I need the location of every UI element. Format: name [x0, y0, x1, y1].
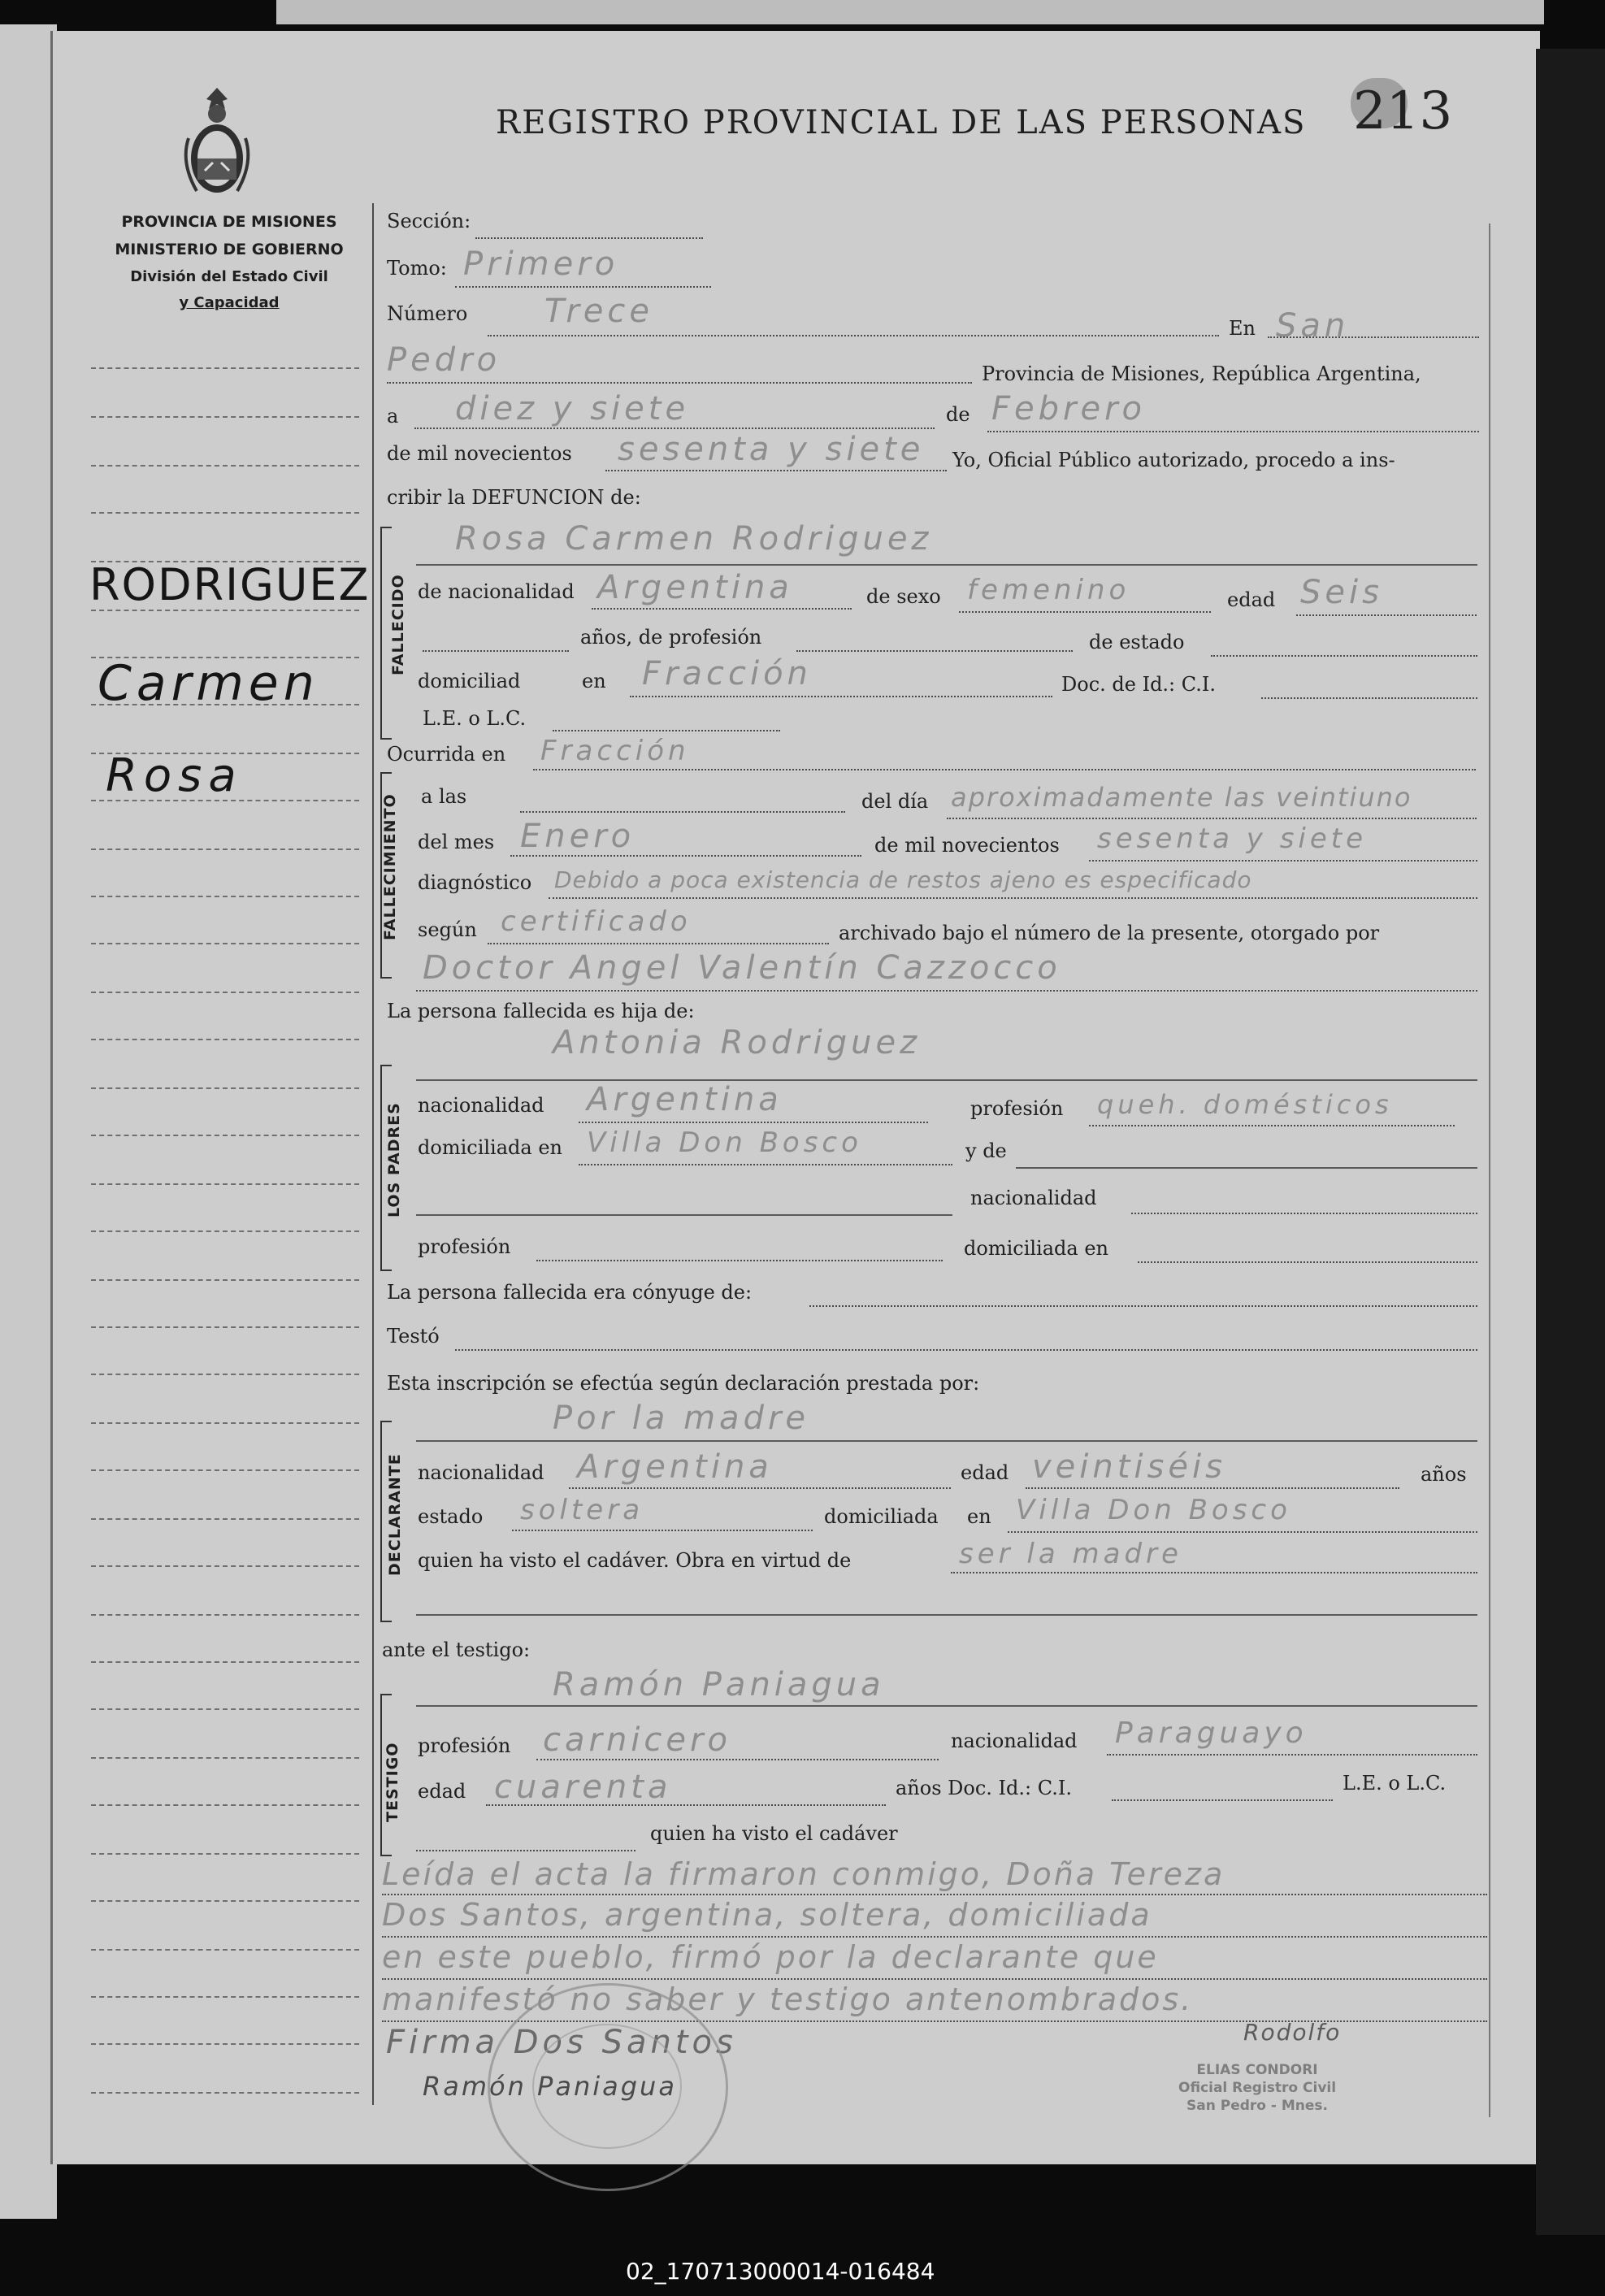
value-fallecido-edad: Seis: [1300, 574, 1383, 611]
label-archivado: archivado bajo el número de la presente, otorgado por: [839, 922, 1380, 944]
value-fallecido-sexo: femenino: [967, 574, 1130, 606]
field-line: [416, 1705, 1477, 1707]
field-line: [1211, 655, 1477, 657]
field-line: [488, 943, 829, 944]
field-line: [510, 855, 861, 857]
margin-line: [91, 465, 359, 467]
label-de: de: [946, 403, 970, 426]
label-de-estado: de estado: [1089, 631, 1185, 653]
binding-line: [50, 31, 53, 2164]
label-de-nacionalidad: de nacionalidad: [418, 580, 575, 603]
field-line: [416, 1214, 952, 1216]
field-line: [1107, 1754, 1477, 1756]
field-line: [416, 990, 1477, 992]
field-line: [1131, 1213, 1477, 1214]
margin-line: [91, 1279, 359, 1281]
label-nacionalidad-declarante: nacionalidad: [418, 1461, 544, 1484]
margin-line: [91, 1374, 359, 1375]
label-yo-oficial: Yo, Oficial Público autorizado, procedo a ins-: [952, 449, 1395, 471]
label-inscripcion: Esta inscripción se efectúa según declaración prestada por:: [387, 1372, 980, 1395]
value-testigo-profesion: carnicero: [543, 1721, 731, 1759]
field-line: [533, 769, 1476, 770]
label-edad: edad: [1227, 588, 1276, 611]
field-line: [1016, 1167, 1477, 1169]
field-line: [951, 1572, 1477, 1573]
value-anio: sesenta y siete: [618, 431, 925, 468]
value-testigo-edad: cuarenta: [494, 1769, 672, 1806]
value-tomo: Primero: [463, 245, 619, 283]
label-de-sexo: de sexo: [866, 585, 941, 608]
institution-line-4: y Capacidad: [179, 294, 280, 311]
margin-line: [91, 2043, 359, 2045]
label-del-mes: del mes: [418, 831, 495, 853]
margin-line: [91, 367, 359, 369]
section-label-fallecimiento: FALLECIMIENTO: [381, 793, 399, 940]
label-domiciliad: domiciliad: [418, 670, 521, 692]
label-provincia: Provincia de Misiones, República Argentina,: [982, 362, 1421, 385]
field-line: [414, 428, 935, 429]
label-profesion-padre: profesión: [418, 1235, 511, 1258]
margin-line: [91, 1469, 359, 1471]
field-line: [1089, 1125, 1455, 1126]
value-madre: Antonia Rodriguez: [553, 1024, 922, 1061]
field-line: [987, 431, 1479, 432]
field-line: [605, 470, 947, 471]
value-fallecido-domicilio: Fracción: [642, 655, 812, 692]
section-label-testigo: TESTIGO: [384, 1742, 401, 1822]
label-ocurrida-en: Ocurrida en: [387, 743, 506, 766]
value-declarante-nombre: Por la madre: [553, 1400, 810, 1437]
field-line: [630, 696, 1052, 697]
folio-number: 213: [1353, 81, 1453, 141]
institution-line-3: División del Estado Civil: [130, 268, 328, 285]
value-declarante-obra: ser la madre: [959, 1538, 1182, 1570]
label-en-declarante: en: [967, 1505, 991, 1528]
value-en-2: Pedro: [387, 341, 501, 379]
field-line: [382, 1936, 1487, 1938]
label-segun: según: [418, 918, 477, 941]
value-madre-nacionalidad: Argentina: [587, 1081, 783, 1118]
background-top-strip: [276, 0, 1544, 24]
signature-paniagua: Ramón Paniagua: [423, 2071, 677, 2102]
margin-line: [91, 1087, 359, 1089]
field-line: [486, 1804, 886, 1806]
field-line: [520, 811, 845, 813]
margin-line: [91, 1804, 359, 1806]
margin-line: [91, 1183, 359, 1185]
label-domiciliada: domiciliada: [824, 1505, 939, 1528]
field-line: [1261, 697, 1477, 699]
field-line: [809, 1305, 1477, 1307]
margin-line: [91, 1614, 359, 1616]
field-line: [475, 237, 703, 239]
label-de-mil-novecientos: de mil novecientos: [387, 442, 572, 465]
margin-line: [91, 2092, 359, 2094]
value-numero: Trece: [544, 293, 653, 330]
label-a-las: a las: [421, 785, 467, 808]
margin-line: [91, 1135, 359, 1136]
signature-dos-santos: Firma Dos Santos: [386, 2024, 737, 2061]
field-line: [959, 611, 1211, 613]
field-line: [796, 650, 1073, 652]
margin-line: [91, 416, 359, 418]
label-nacionalidad-padre: nacionalidad: [970, 1187, 1097, 1209]
label-testo: Testó: [387, 1325, 440, 1348]
field-line: [455, 1349, 1477, 1351]
value-anio-fallecimiento: sesenta y siete: [1097, 822, 1368, 855]
label-a: a: [387, 405, 399, 428]
field-line: [579, 1164, 952, 1165]
value-fallecido-nombre: Rosa Carmen Rodriguez: [455, 520, 933, 558]
margin-line: [91, 1949, 359, 1951]
label-numero: Número: [387, 302, 468, 325]
label-nacionalidad-madre: nacionalidad: [418, 1094, 544, 1117]
value-testigo-nacionalidad: Paraguayo: [1115, 1717, 1308, 1750]
margin-line: [91, 1661, 359, 1663]
field-line: [592, 608, 852, 610]
margin-line: [91, 1518, 359, 1520]
value-diagnostico: Debido a poca existencia de restos ajeno es especificado: [554, 866, 1252, 893]
section-label-fallecido: FALLECIDO: [389, 574, 407, 675]
margin-line: [91, 849, 359, 850]
official-seal-inner: [532, 2024, 682, 2149]
label-le-o-lc: L.E. o L.C.: [423, 707, 527, 730]
field-line: [1268, 336, 1479, 338]
field-line: [536, 1260, 943, 1261]
field-line: [416, 1079, 1477, 1081]
note-line-1: Leída el acta la firmaron conmigo, Doña Tereza: [382, 1856, 1225, 1892]
field-line: [1112, 1799, 1333, 1801]
value-mes: Febrero: [991, 390, 1146, 428]
label-ante-testigo: ante el testigo:: [382, 1638, 531, 1661]
label-seccion: Sección:: [387, 210, 471, 232]
value-declarante-edad: veintiséis: [1032, 1448, 1226, 1486]
field-line: [579, 1122, 928, 1123]
institution-line-1: PROVINCIA DE MISIONES: [121, 213, 337, 231]
field-line: [416, 1440, 1477, 1442]
margin-line: [91, 896, 359, 897]
label-en-lower: en: [582, 670, 606, 692]
label-del-dia: del día: [861, 790, 929, 813]
field-line: [512, 1530, 813, 1531]
field-line: [416, 1850, 635, 1851]
label-hija-de: La persona fallecida es hija de:: [387, 1000, 695, 1022]
section-label-declarante: DECLARANTE: [386, 1453, 404, 1576]
margin-surname: RODRIGUEZ: [89, 559, 371, 610]
margin-line: [91, 1230, 359, 1232]
field-line: [569, 1487, 951, 1489]
field-line: [455, 286, 711, 288]
label-tomo: Tomo:: [387, 257, 447, 280]
label-anos: años: [1421, 1463, 1467, 1486]
label-quien-cadaver: quien ha visto el cadáver: [650, 1822, 898, 1845]
margin-line: [91, 1039, 359, 1040]
margin-line: [91, 1708, 359, 1710]
label-quien-cadaver-obra: quien ha visto el cadáver. Obra en virtud de: [418, 1549, 852, 1572]
margin-line: [91, 1996, 359, 1998]
field-line: [382, 1978, 1487, 1980]
field-line: [423, 650, 569, 652]
margin-given-name-2: Rosa: [106, 749, 243, 802]
institution-line-2: MINISTERIO DE GOBIERNO: [115, 241, 344, 258]
value-medico: Doctor Angel Valentín Cazzocco: [423, 949, 1061, 987]
value-del-dia: aproximadamente las veintiuno: [951, 782, 1412, 813]
field-line: [488, 335, 1219, 336]
field-line: [1008, 1531, 1477, 1533]
value-declarante-domicilio: Villa Don Bosco: [1016, 1494, 1291, 1526]
field-line: [1026, 1487, 1399, 1489]
note-line-4: manifestó no saber y testigo antenombrados.: [382, 1981, 1194, 2017]
margin-line: [91, 992, 359, 993]
field-line: [1089, 860, 1477, 862]
value-madre-profesion: queh. domésticos: [1097, 1089, 1393, 1120]
label-nacionalidad-testigo: nacionalidad: [951, 1730, 1078, 1752]
field-line: [1138, 1261, 1477, 1263]
field-line: [382, 1894, 1487, 1895]
image-caption: 02_170713000014-016484: [626, 2258, 935, 2285]
label-estado: estado: [418, 1505, 484, 1528]
label-cribir: cribir la DEFUNCION de:: [387, 486, 641, 509]
value-ocurrida: Fracción: [540, 735, 690, 767]
field-line: [947, 818, 1477, 819]
label-profesion-madre: profesión: [970, 1097, 1064, 1120]
field-line: [387, 382, 972, 384]
value-fallecido-nacionalidad: Argentina: [597, 569, 793, 606]
value-segun: certificado: [501, 905, 692, 938]
margin-line: [91, 1326, 359, 1328]
value-del-mes: Enero: [520, 818, 635, 855]
margin-line: [91, 1757, 359, 1759]
page-title: REGISTRO PROVINCIAL DE LAS PERSONAS: [496, 104, 1307, 141]
note-line-3: en este pueblo, firmó por la declarante que: [382, 1939, 1159, 1975]
label-anos-de-profesion: años, de profesión: [580, 626, 762, 649]
field-line: [1296, 614, 1477, 616]
label-edad-declarante: edad: [961, 1461, 1009, 1484]
value-en-1: San: [1276, 307, 1350, 345]
margin-line: [91, 1853, 359, 1855]
right-page-rule: [1489, 224, 1490, 2117]
label-le-o-lc-testigo: L.E. o L.C.: [1343, 1772, 1447, 1795]
margin-line: [91, 1422, 359, 1424]
section-label-los-padres: LOS PADRES: [385, 1102, 403, 1217]
value-testigo-nombre: Ramón Paniagua: [553, 1666, 885, 1704]
label-y-de: y de: [965, 1139, 1007, 1162]
margin-line: [91, 943, 359, 944]
label-anos-doc-id: años Doc. Id.: C.I.: [896, 1777, 1072, 1799]
label-domiciliada-en: domiciliada en: [418, 1136, 562, 1159]
label-diagnostico: diagnóstico: [418, 871, 532, 894]
label-profesion-testigo: profesión: [418, 1734, 511, 1757]
value-declarante-estado: soltera: [520, 1494, 644, 1526]
label-de-mil-novecientos-2: de mil novecientos: [874, 834, 1060, 857]
signature-oficial: Rodolfo: [1243, 2019, 1342, 2046]
margin-line: [91, 1565, 359, 1567]
label-edad-testigo: edad: [418, 1780, 466, 1803]
field-line: [553, 730, 780, 731]
label-doc-de-id: Doc. de Id.: C.I.: [1061, 673, 1217, 696]
field-line: [416, 1614, 1477, 1616]
value-dia: diez y siete: [455, 390, 690, 428]
field-line: [536, 1759, 939, 1760]
label-en: En: [1229, 317, 1256, 340]
field-line: [549, 897, 1477, 899]
official-stamp: ELIAS CONDORI Oficial Registro Civil San Pedro - Mnes.: [1178, 2062, 1337, 2114]
value-declarante-nacionalidad: Argentina: [577, 1448, 773, 1486]
margin-line: [91, 512, 359, 514]
coat-of-arms-icon: [180, 81, 254, 203]
label-domiciliada-en-padre: domiciliada en: [964, 1237, 1108, 1260]
margin-given-name-1: Carmen: [98, 655, 319, 712]
margin-line: [91, 1900, 359, 1902]
page-shadow: [1536, 49, 1605, 2235]
previous-page-edge: [0, 24, 57, 2219]
note-line-2: Dos Santos, argentina, soltera, domiciliada: [382, 1897, 1152, 1933]
field-line: [416, 564, 1477, 566]
column-rule: [372, 203, 374, 2105]
value-madre-domicilio: Villa Don Bosco: [587, 1126, 862, 1159]
label-conyuge: La persona fallecida era cónyuge de:: [387, 1281, 753, 1304]
